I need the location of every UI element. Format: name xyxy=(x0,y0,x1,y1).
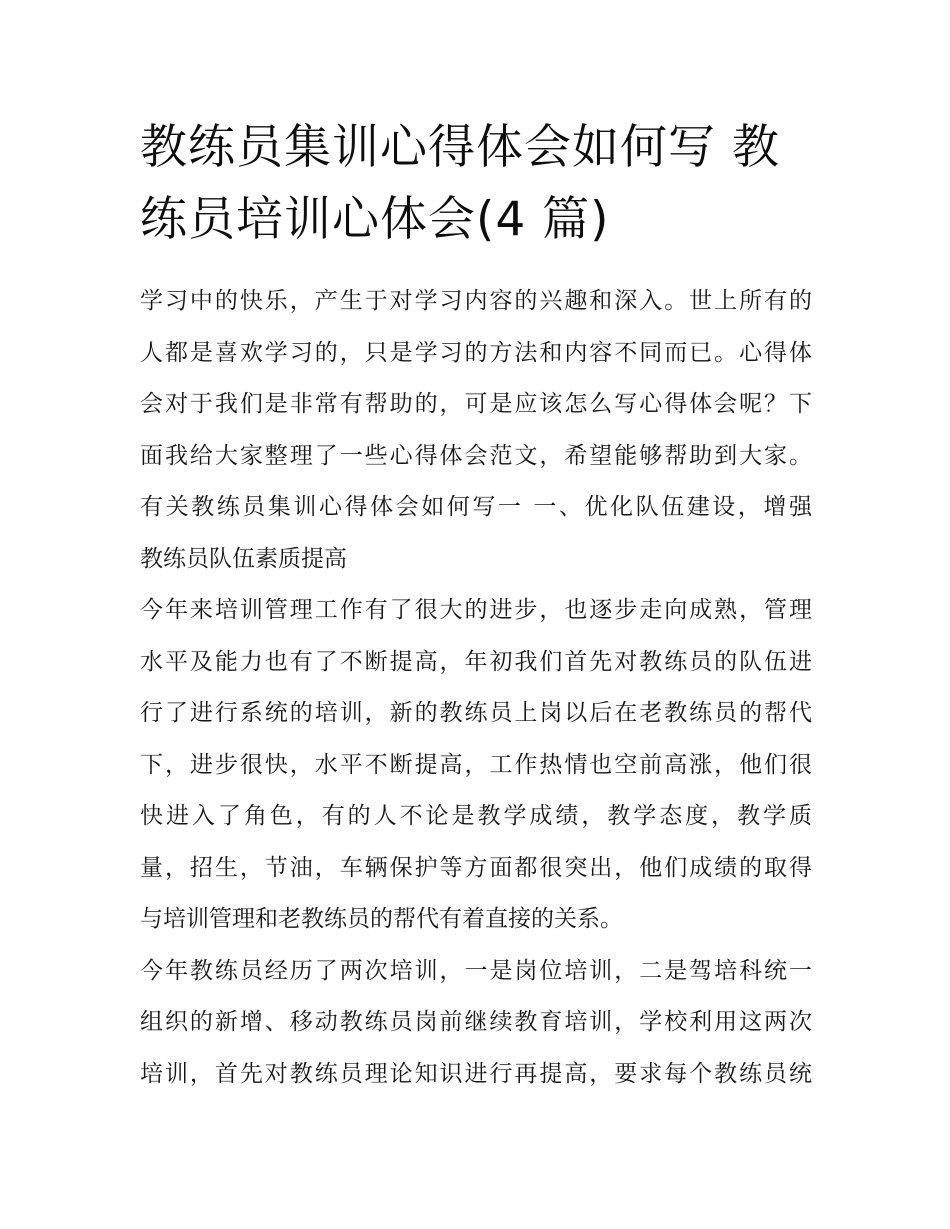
title-line: 练员培训心体会(4 篇) xyxy=(140,192,610,247)
text-line: 教练员队伍素质提高 xyxy=(140,545,347,572)
document-page xyxy=(140,112,812,1100)
document-title xyxy=(140,112,812,256)
text-line: 量，招生，节油，车辆保护等方面都很突出，他们成绩的取得 xyxy=(140,854,812,881)
text-line: 今年教练员经历了两次培训，一是岗位培训，二是驾培科统一 xyxy=(140,957,812,984)
text-line: 会对于我们是非常有帮助的，可是应该怎么写心得体会呢？下 xyxy=(140,391,812,417)
text-line: 水平及能力也有了不断提高，年初我们首先对教练员的队伍进 xyxy=(140,648,812,675)
text-line: 组织的新增、移动教练员岗前继续教育培训，学校利用这两次 xyxy=(140,1009,812,1035)
text-line: 有关教练员集训心得体会如何写一 一、优化队伍建设，增强 xyxy=(140,494,812,520)
text-line: 今年来培训管理工作有了很大的进步，也逐步走向成熟，管理 xyxy=(140,597,812,623)
text-line: 行了进行系统的培训，新的教练员上岗以后在老教练员的帮代 xyxy=(140,700,812,726)
text-line: 培训，首先对教练员理论知识进行再提高，要求每个教练员统 xyxy=(140,1060,812,1087)
text-line: 与培训管理和老教练员的帮代有着直接的关系。 xyxy=(140,906,623,932)
text-line: 快进入了角色，有的人不论是教学成绩，教学态度，教学质 xyxy=(140,803,812,829)
text-line: 面我给大家整理了一些心得体会范文，希望能够帮助到大家。 xyxy=(140,442,812,469)
document-body xyxy=(140,276,812,1100)
text-line: 学习中的快乐，产生于对学习内容的兴趣和深入。世上所有的 xyxy=(140,288,812,314)
text-line: 下，进步很快，水平不断提高，工作热情也空前高涨，他们很 xyxy=(140,751,812,778)
text-line: 人都是喜欢学习的，只是学习的方法和内容不同而已。心得体 xyxy=(140,339,812,366)
title-line: 教练员集训心得体会如何写 教 xyxy=(140,120,780,175)
